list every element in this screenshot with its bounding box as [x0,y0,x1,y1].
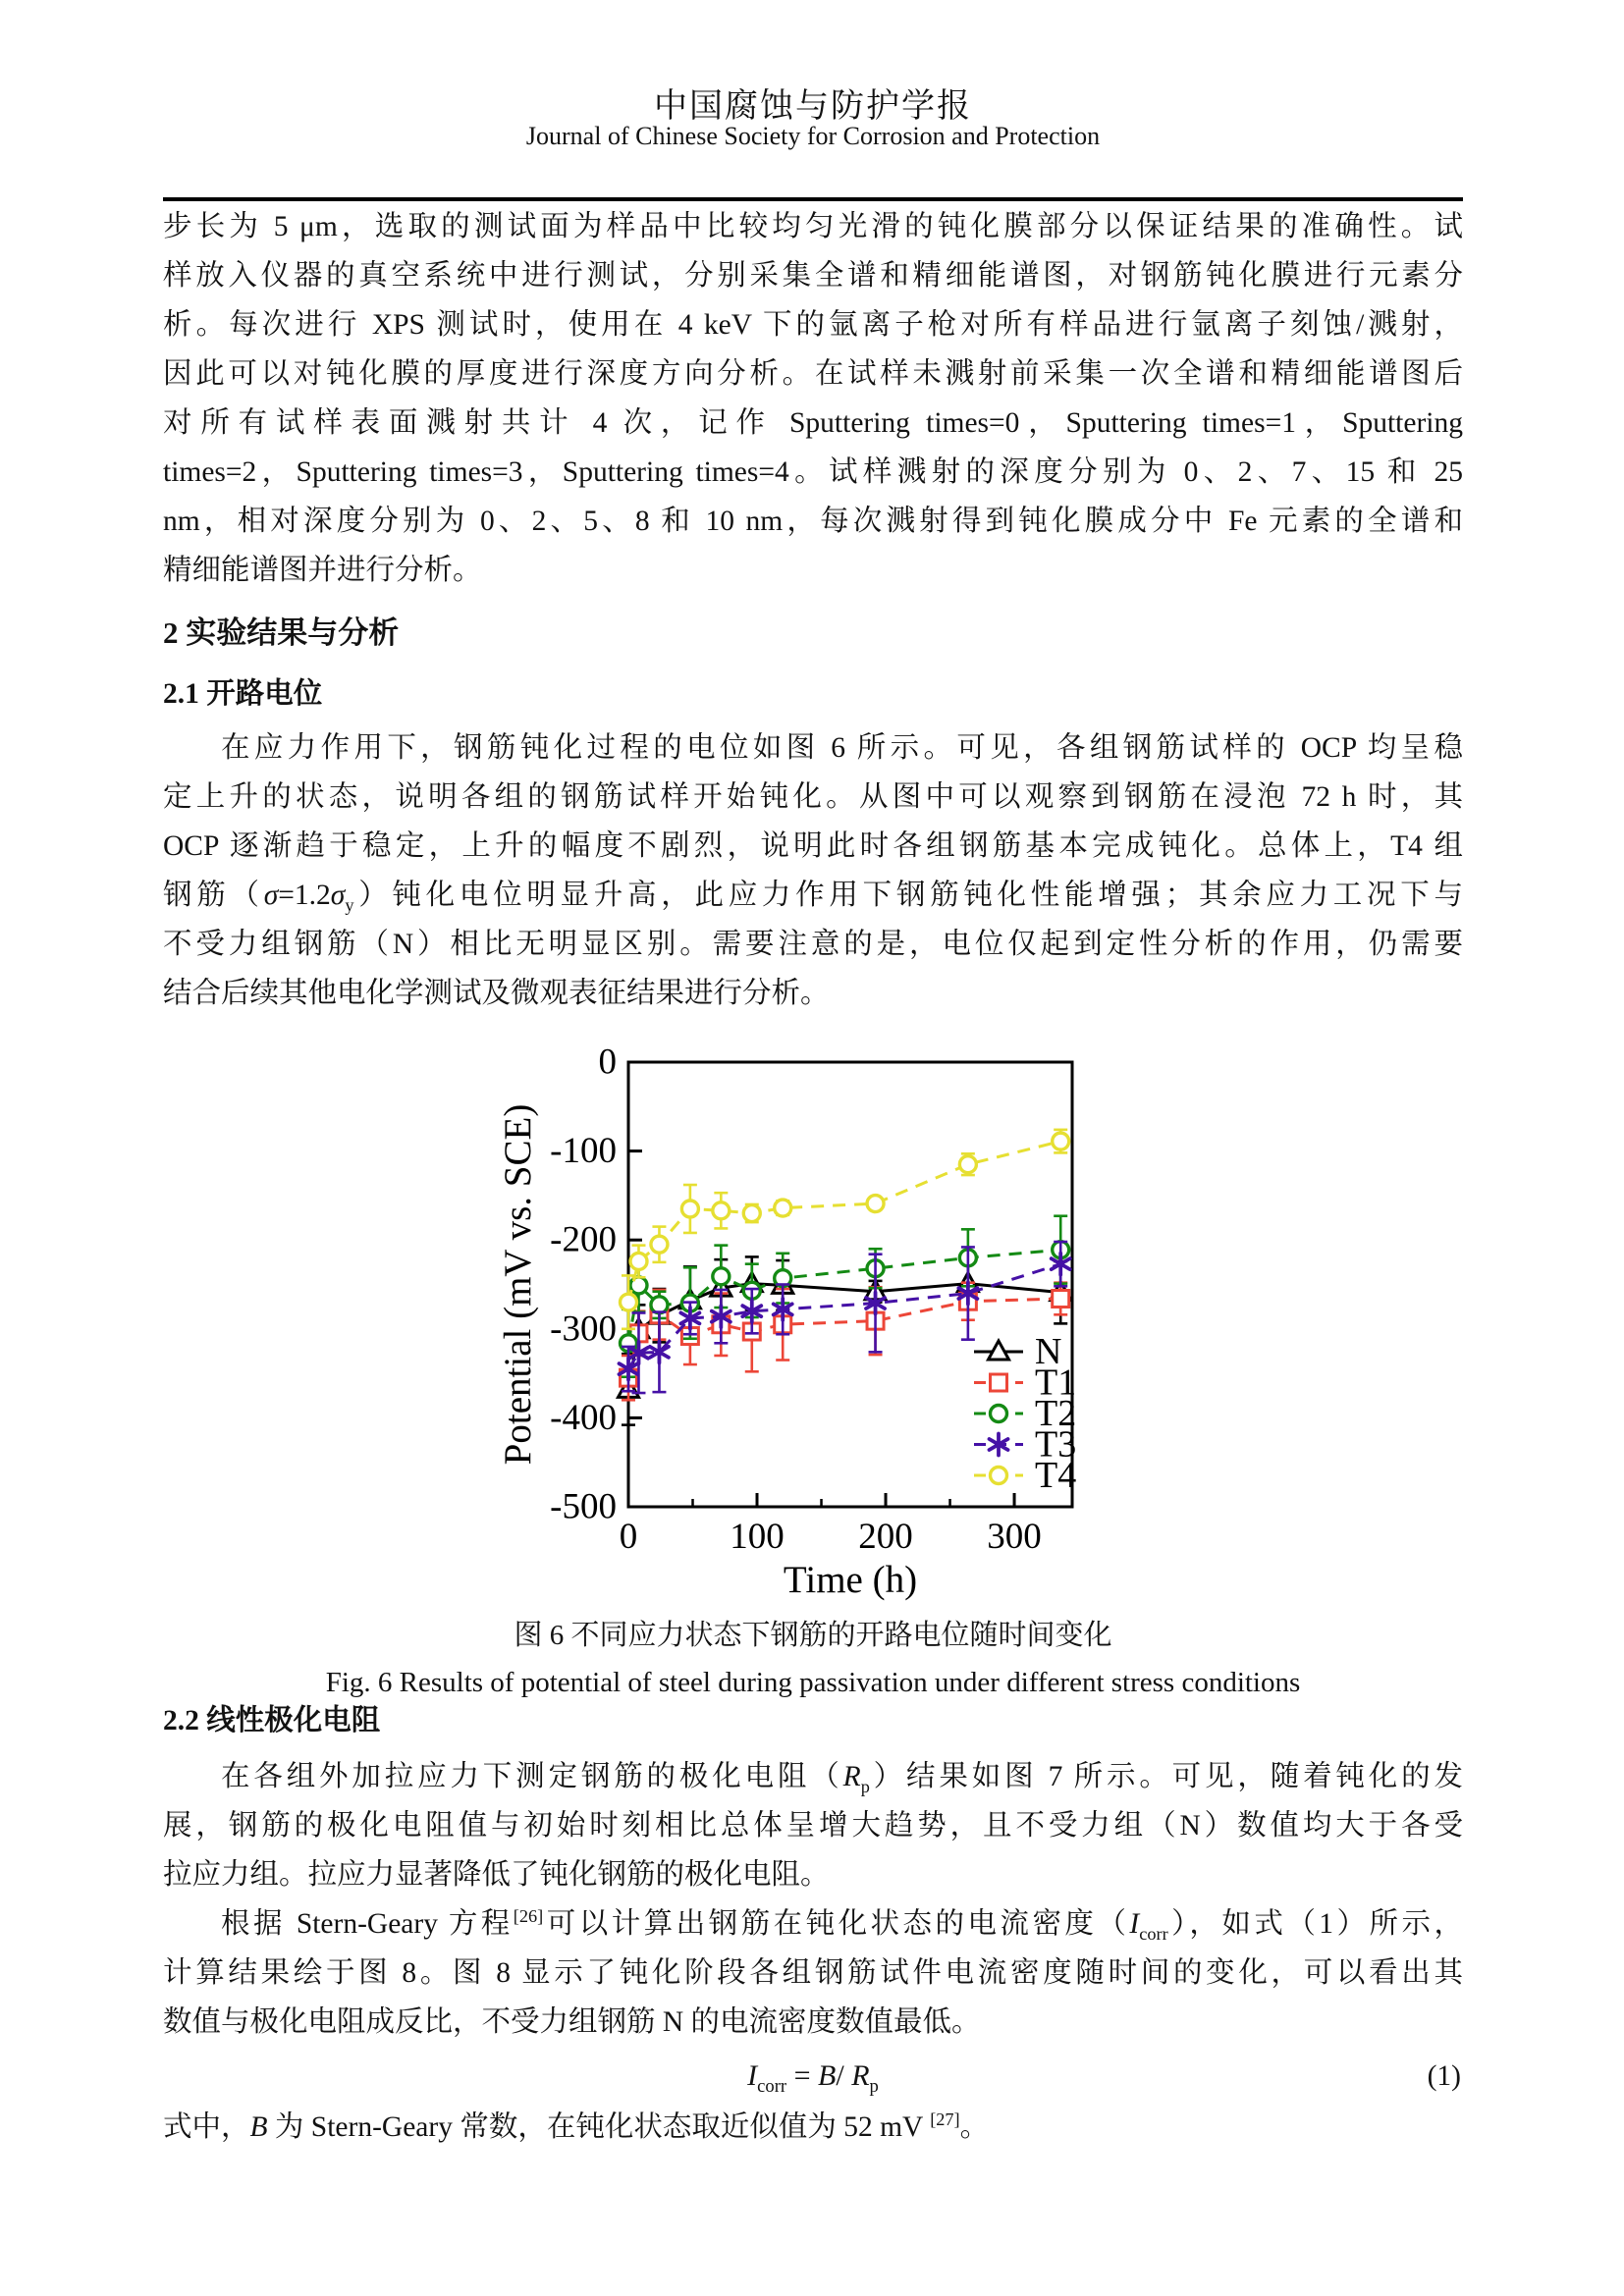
svg-text:0: 0 [619,1517,638,1557]
figure6-caption-en: Fig. 6 Results of potential of steel during passivation under different stress conditions [325,1667,1301,1698]
svg-text:300: 300 [987,1517,1042,1557]
text-line: 析。每次进行 XPS 测试时，使用在 4 keV 下的氩离子枪对所有样品进行氩离子刻蚀/溅射， [163,309,1463,341]
series-T3 [620,1242,1070,1393]
figure6-chart [471,1011,1159,1639]
text-line: 在各组外加拉应力下测定钢筋的极化电阻$(R_p)$结果如图 7 所示。可见，随着钝化的发 [221,1761,1463,1796]
text-line: 钢筋$(\sigma=1.2\sigma_y)$钝化电位明显升高，此应力作用下钢筋钝化性能增强；其余应力工况下与 [163,880,1463,915]
text-line: 式中，B 为 Stern-Geary 常数，在钝化状态取近似值为 52 mV [27]。 [163,2109,990,2143]
text-line: 步长为 5 μm，选取的测试面为样品中比较均匀光滑的钝化膜部分以保证结果的准确性。试 [163,211,1463,242]
text-line: 数值与极化电阻成反比，不受力组钢筋 N 的电流密度数值最低。 [163,2006,981,2038]
text-line: 精细能谱图并进行分析。 [163,555,482,586]
section-heading-2-2: 2.2 线性极化电阻 [163,1705,381,1736]
svg-text:100: 100 [730,1517,785,1557]
svg-text:-500: -500 [550,1486,617,1527]
section-heading-2: 2 实验结果与分析 [163,615,400,650]
equation-body: $I_{corr} = B/$ $R_p$ [747,2059,879,2097]
text-line: 结合后续其他电化学测试及微观表征结果进行分析。 [163,978,830,1009]
figure6-caption-zh: 图 6 不同应力状态下钢筋的开路电位随时间变化 [514,1620,1112,1651]
section-heading-2-1: 2.1 开路电位 [163,678,323,710]
body-paragraph-5 [163,2103,1463,2152]
svg-text:0: 0 [598,1041,617,1083]
text-line: 对所有试样表面溅射共计 4 次，记作 Sputtering times=0，Sputtering times=1，Sputtering [163,407,1463,439]
svg-text:T1: T1 [1035,1362,1077,1404]
body-paragraph-4 [163,1899,1463,2047]
svg-text:T3: T3 [1035,1423,1077,1466]
text-line: nm，相对深度分别为 0、2、5、8 和 10 nm，每次溅射得到钝化膜成分中 Fe 元素的全谱和 [163,506,1463,537]
text-line: 不受力组钢筋（N）相比无明显区别。需要注意的是，电位仅起到定性分析的作用，仍需要 [163,929,1463,960]
svg-text:T4: T4 [1035,1455,1077,1496]
text-line: 展，钢筋的极化电阻值与初始时刻相比总体呈增大趋势，且不受力组（N）数值均大于各受 [163,1810,1463,1842]
svg-text:N: N [1035,1331,1062,1372]
text-line: 样放入仪器的真空系统中进行测试，分别采集全谱和精细能谱图，对钢筋钝化膜进行元素分 [163,260,1463,292]
text-line: 拉应力组。拉应力显著降低了钝化钢筋的极化电阻。 [163,1859,830,1891]
text-line: 因此可以对钝化膜的厚度进行深度方向分析。在试样未溅射前采集一次全谱和精细能谱图后 [163,358,1463,390]
equation-number: (1) [1427,2060,1461,2092]
svg-text:-100: -100 [550,1131,617,1172]
text-line: 根据 Stern-Geary 方程[26]可以计算出钢筋在钝化状态的电流密度$(I_{corr})$，如式（1）所示， [221,1906,1463,1944]
text-line: times=2，Sputtering times=3，Sputtering times=4。试样溅射的深度分别为 0、2、7、15 和 25 [163,456,1463,488]
body-paragraph-3 [163,1752,1463,1899]
svg-text:-300: -300 [550,1308,617,1350]
svg-text:T2: T2 [1035,1393,1077,1434]
equation-1 [163,2052,1463,2101]
body-paragraph-2 [163,723,1463,1018]
text-line: 计算结果绘于图 8。图 8 显示了钝化阶段各组钢筋试件电流密度随时间的变化，可以看出其 [163,1957,1463,1989]
svg-text:200: 200 [858,1517,913,1557]
svg-text:-200: -200 [550,1219,617,1260]
body-paragraph-1 [163,202,1463,595]
text-line: 定上升的状态，说明各组的钢筋试样开始钝化。从图中可以观察到钢筋在浸泡 72 h 时，其 [163,781,1463,813]
text-line: OCP 逐渐趋于稳定，上升的幅度不剧烈，说明此时各组钢筋基本完成钝化。总体上，T4 组 [163,830,1463,862]
svg-text:Time (h): Time (h) [783,1559,918,1601]
svg-text:-400: -400 [550,1397,617,1438]
journal-title-zh: 中国腐蚀与防护学报 [654,88,972,125]
ocp-chart-svg [471,1011,1159,1639]
text-line: 在应力作用下，钢筋钝化过程的电位如图 6 所示。可见，各组钢筋试样的 OCP 均呈稳 [221,732,1463,764]
journal-title-en: Journal of Chinese Society for Corrosion and Protection [525,122,1101,150]
svg-text:Potential (mV vs. SCE): Potential (mV vs. SCE) [497,1103,539,1466]
header-rule [163,197,1463,201]
